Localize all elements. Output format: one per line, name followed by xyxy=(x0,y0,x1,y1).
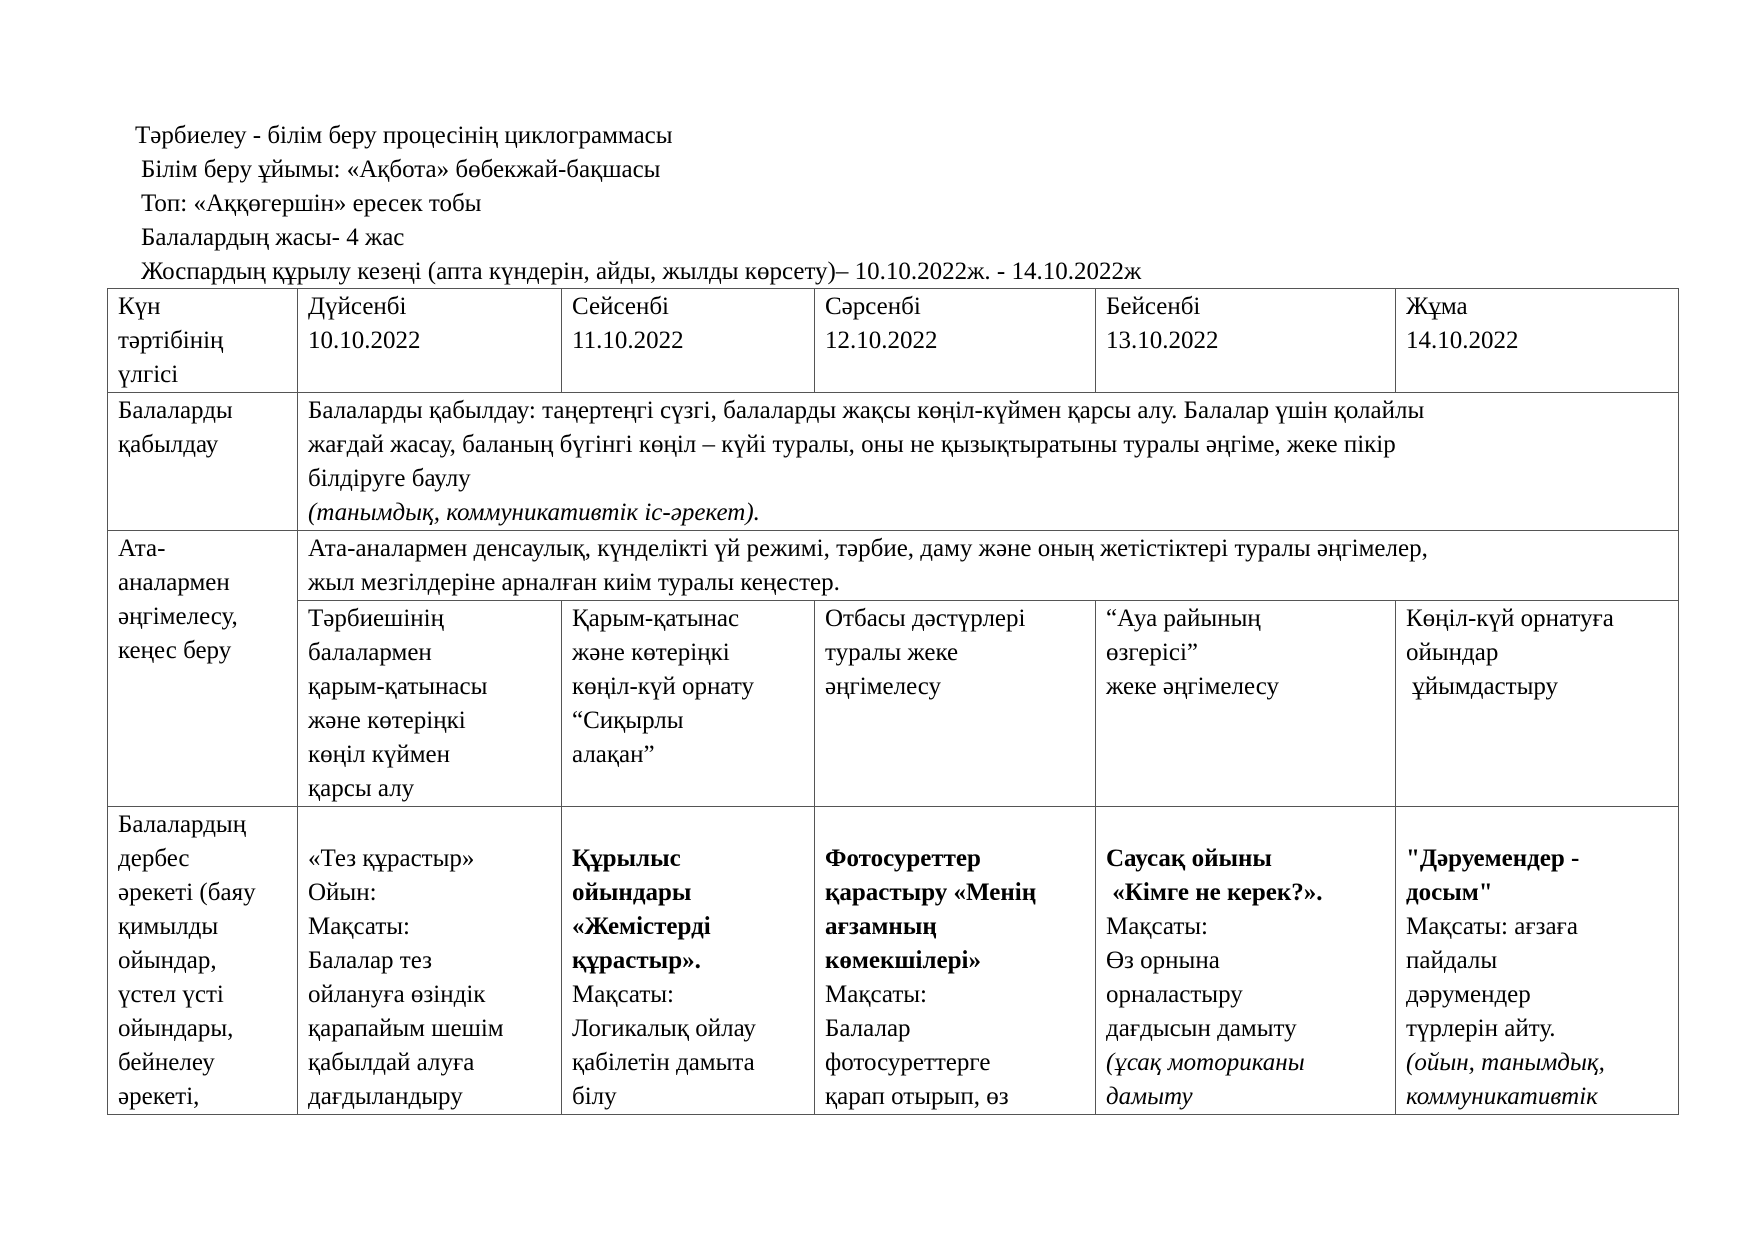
parents-tuesday-cell xyxy=(562,601,815,807)
activity-goal-line: қабілетін дамыта xyxy=(572,1049,755,1076)
activity-goal-line: Мақсаты: xyxy=(1106,913,1208,940)
organization-line: Білім беру ұйымы: «Ақбота» бөбекжай-бақшасы xyxy=(141,156,661,183)
day-name: Сәрсенбі xyxy=(825,293,921,320)
cell-line: ойындар xyxy=(1406,639,1499,666)
reception-text-line: білдіруге баулу xyxy=(308,465,471,492)
cell-line: Көңіл-күй орнатуға xyxy=(1406,605,1614,632)
day-header-monday xyxy=(298,289,562,393)
cell-line: жеке әңгімелесу xyxy=(1106,673,1279,700)
reception-text-line: жағдай жасау, баланың бүгінгі көңіл – күйі туралы, оны не қызықтыратыны туралы әңгіме, жеке пікір xyxy=(308,431,1396,458)
day-name: Сейсенбі xyxy=(572,293,669,320)
activity-title: "Дәруемендер - xyxy=(1406,845,1580,872)
activity-title: Құрылыс xyxy=(572,845,681,872)
activity-goal-line: қарап отырып, өз xyxy=(825,1083,1009,1110)
day-header-wednesday xyxy=(815,289,1096,393)
cell-line: “Сиқырлы xyxy=(572,707,684,734)
activity-title: Ойын: xyxy=(308,879,377,906)
activity-goal-line: Мақсаты: xyxy=(308,913,410,940)
row-label-line: Ата- xyxy=(118,535,166,562)
cell-line: туралы жеке xyxy=(825,639,959,666)
schedule-label-line: Күн xyxy=(118,293,161,320)
cell-line: Отбасы дәстүрлері xyxy=(825,605,1026,632)
row-label-line: ойындар, xyxy=(118,947,217,974)
table-header-row xyxy=(108,289,1679,393)
cell-line: балалармен xyxy=(308,639,432,666)
activity-title: құрастыр». xyxy=(572,947,701,974)
activity-goal-line: қабылдай алуға xyxy=(308,1049,475,1076)
activity-goal-line: ойлануға өзіндік xyxy=(308,981,486,1008)
cell-line: өзгерісі” xyxy=(1106,639,1198,666)
activity-goal-line: дағдыландыру xyxy=(308,1083,463,1110)
reception-label-cell xyxy=(108,393,298,531)
group-line: Топ: «Аққөгершін» ересек тобы xyxy=(141,190,482,217)
cell-line: қарсы алу xyxy=(308,775,415,802)
schedule-label-cell xyxy=(108,289,298,393)
day-date: 13.10.2022 xyxy=(1106,327,1219,354)
activity-goal-line: орналастыру xyxy=(1106,981,1243,1008)
row-label-line: дербес xyxy=(118,845,190,872)
activity-goal-line: дәрумендер xyxy=(1406,981,1531,1008)
day-header-friday xyxy=(1396,289,1679,393)
activity-label-cell xyxy=(108,807,298,1115)
activity-title: «Жемістерді xyxy=(572,913,711,940)
activity-goal-line: Балалар тез xyxy=(308,947,432,974)
row-label-line: әрекеті, xyxy=(118,1083,200,1110)
cell-line: алақан” xyxy=(572,741,655,768)
activity-title: «Тез құрастыр» xyxy=(308,845,475,872)
row-label-line: бейнелеу xyxy=(118,1049,215,1076)
row-label-line: аналармен xyxy=(118,569,230,596)
activity-goal-line: Мақсаты: xyxy=(572,981,674,1008)
parents-general-row xyxy=(108,531,1679,601)
day-date: 10.10.2022 xyxy=(308,327,421,354)
day-date: 11.10.2022 xyxy=(572,327,684,354)
activity-goal-line: фотосуреттерге xyxy=(825,1049,991,1076)
activity-title: ағзамның xyxy=(825,913,937,940)
day-date: 12.10.2022 xyxy=(825,327,938,354)
period-line: Жоспардың құрылу кезеңі (апта күндерін, айды, жылды көрсету)– 10.10.2022ж. - 14.10.2022ж xyxy=(141,258,1142,285)
activity-goal-line: қарапайым шешім xyxy=(308,1015,504,1042)
parents-wednesday-cell xyxy=(815,601,1096,807)
parents-label-cell xyxy=(108,531,298,807)
row-label-line: Балаларды xyxy=(118,397,233,424)
cell-line: көңіл күймен xyxy=(308,741,451,768)
activity-title: Саусақ ойыны xyxy=(1106,845,1272,872)
activity-title: Фотосуреттер xyxy=(825,845,981,872)
reception-row xyxy=(108,393,1679,531)
row-label-line: әңгімелесу, xyxy=(118,603,238,630)
reception-text-cell xyxy=(298,393,1679,531)
day-header-tuesday xyxy=(562,289,815,393)
activity-monday-cell xyxy=(298,807,562,1115)
parents-monday-cell xyxy=(298,601,562,807)
row-label-line: кеңес беру xyxy=(118,637,232,664)
row-label-line: үстел үсті xyxy=(118,981,224,1008)
activity-title: ойындары xyxy=(572,879,692,906)
document-title: Тәрбиелеу - білім беру процесінің циклограммасы xyxy=(135,122,673,149)
activity-title: қарастыру «Менің xyxy=(825,879,1037,906)
activity-goal-line: Мақсаты: xyxy=(825,981,927,1008)
activity-note-line: дамыту xyxy=(1106,1083,1193,1110)
cyclogram-table xyxy=(107,288,1679,1115)
activity-thursday-cell xyxy=(1096,807,1396,1115)
reception-activity-note: (танымдық, коммуникативтік іс-әрекет). xyxy=(308,499,760,526)
parents-friday-cell xyxy=(1396,601,1679,807)
cell-line: Қарым-қатынас xyxy=(572,605,740,632)
activity-goal-line: түрлерін айту. xyxy=(1406,1015,1556,1042)
cell-line: әңгімелесу xyxy=(825,673,942,700)
schedule-label-line: тәртібінің xyxy=(118,327,224,354)
row-label-line: қимылды xyxy=(118,913,219,940)
reception-text-line: Балаларды қабылдау: таңертеңгі сүзгі, балаларды жақсы көңіл-күймен қарсы алу. Балалар үшін қолайлы xyxy=(308,397,1425,424)
activity-title: «Кімге не керек?». xyxy=(1106,879,1323,906)
age-line: Балалардың жасы- 4 жас xyxy=(141,224,405,251)
row-label-line: Балалардың xyxy=(118,811,247,838)
activity-title: көмекшілері» xyxy=(825,947,981,974)
row-label-line: қабылдау xyxy=(118,431,219,458)
activity-note-line: (ұсақ моториканы xyxy=(1106,1049,1305,1076)
activity-title: досым" xyxy=(1406,879,1493,906)
activity-goal-line: Мақсаты: ағзаға xyxy=(1406,913,1578,940)
schedule-label-line: үлгісі xyxy=(118,361,179,388)
activity-tuesday-cell xyxy=(562,807,815,1115)
activity-note-line: коммуникативтік xyxy=(1406,1083,1598,1110)
cell-line: және көтеріңкі xyxy=(308,707,466,734)
parents-thursday-cell xyxy=(1096,601,1396,807)
activity-goal-line: Логикалық ойлау xyxy=(572,1015,756,1042)
activity-friday-cell xyxy=(1396,807,1679,1115)
cell-line: Тәрбиешінің xyxy=(308,605,444,632)
row-label-line: ойындары, xyxy=(118,1015,234,1042)
parents-text-line: жыл мезгілдеріне арналған киім туралы кеңестер. xyxy=(308,569,840,596)
row-label-line: әрекеті (баяу xyxy=(118,879,256,906)
activity-goal-line: білу xyxy=(572,1083,617,1110)
day-date: 14.10.2022 xyxy=(1406,327,1519,354)
activity-row xyxy=(108,807,1679,1115)
day-name: Бейсенбі xyxy=(1106,293,1201,320)
parents-daily-row xyxy=(108,601,1679,807)
parents-general-text-cell xyxy=(298,531,1679,601)
cell-line: “Ауа райының xyxy=(1106,605,1261,632)
cell-line: қарым-қатынасы xyxy=(308,673,488,700)
activity-goal-line: дағдысын дамыту xyxy=(1106,1015,1297,1042)
day-name: Дүйсенбі xyxy=(308,293,407,320)
activity-goal-line: Балалар xyxy=(825,1015,911,1042)
day-header-thursday xyxy=(1096,289,1396,393)
activity-note-line: (ойын, танымдық, xyxy=(1406,1049,1605,1076)
cell-line: және көтеріңкі xyxy=(572,639,730,666)
day-name: Жұма xyxy=(1406,293,1468,320)
cell-line: ұйымдастыру xyxy=(1406,673,1559,700)
activity-wednesday-cell xyxy=(815,807,1096,1115)
activity-goal-line: пайдалы xyxy=(1406,947,1498,974)
activity-goal-line: Өз орнына xyxy=(1106,947,1220,974)
parents-text-line: Ата-аналармен денсаулық, күнделікті үй режимі, тәрбие, даму және оның жетістіктері туралы әңгімелер, xyxy=(308,535,1428,562)
cell-line: көңіл-күй орнату xyxy=(572,673,754,700)
